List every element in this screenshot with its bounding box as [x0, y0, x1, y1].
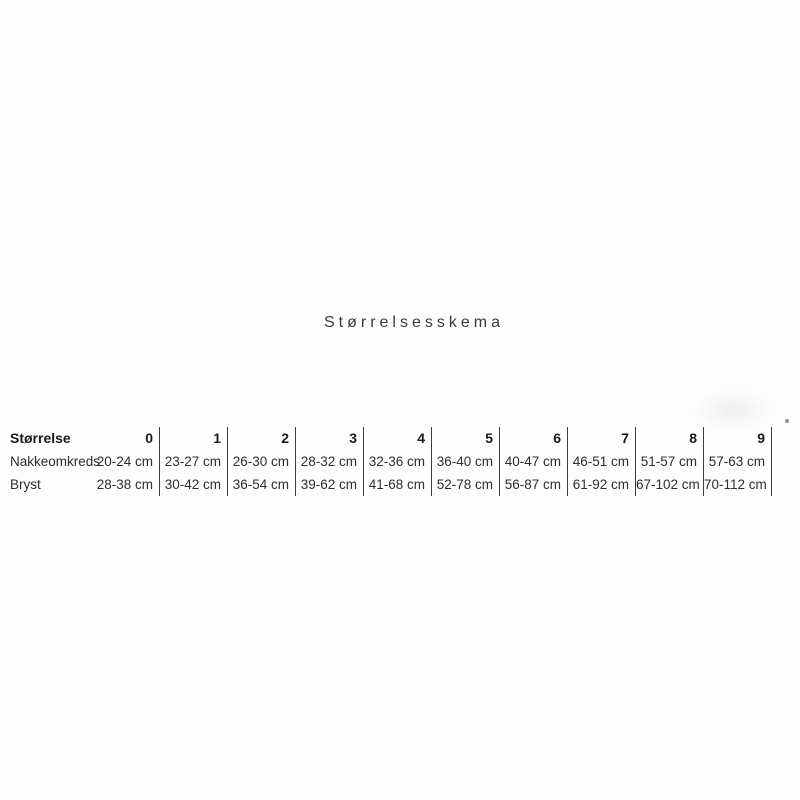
- neck-value: 28-32 cm: [296, 450, 364, 473]
- neck-value: 51-57 cm: [636, 450, 704, 473]
- row-label-chest: Bryst: [10, 477, 41, 492]
- size-value: 6: [500, 427, 568, 450]
- neck-value: 36-40 cm: [432, 450, 500, 473]
- dot-artifact: [785, 419, 789, 423]
- neck-value: 46-51 cm: [568, 450, 636, 473]
- neck-value: 32-36 cm: [364, 450, 432, 473]
- chest-value: 61-92 cm: [568, 473, 636, 496]
- size-value: 7: [568, 427, 636, 450]
- row-label-neck: Nakkeomkreds: [10, 454, 101, 469]
- size-value: 4: [364, 427, 432, 450]
- page-title: Størrelsesskema: [323, 314, 505, 331]
- neck-value: 23-27 cm: [160, 450, 228, 473]
- size-chart-table: [0, 427, 772, 496]
- chest-value: 30-42 cm: [160, 473, 228, 496]
- neck-value: 26-30 cm: [228, 450, 296, 473]
- chest-value: 36-54 cm: [228, 473, 296, 496]
- blur-artifact: [693, 390, 773, 430]
- neck-value: 20-24 cm: [92, 450, 160, 473]
- chest-value: 67-102 cm: [636, 473, 704, 496]
- chest-value: 39-62 cm: [296, 473, 364, 496]
- neck-value: 57-63 cm: [704, 450, 772, 473]
- size-value: 8: [636, 427, 704, 450]
- row-label-size: Størrelse: [10, 430, 71, 446]
- size-value: 5: [432, 427, 500, 450]
- chest-value: 52-78 cm: [432, 473, 500, 496]
- size-value: 3: [296, 427, 364, 450]
- size-value: 9: [704, 427, 772, 450]
- size-value: 0: [92, 427, 160, 450]
- size-value: 2: [228, 427, 296, 450]
- chest-value: 70-112 cm: [704, 473, 772, 496]
- size-value: 1: [160, 427, 228, 450]
- chest-value: 41-68 cm: [364, 473, 432, 496]
- neck-value: 40-47 cm: [500, 450, 568, 473]
- chest-value: 28-38 cm: [92, 473, 160, 496]
- chest-value: 56-87 cm: [500, 473, 568, 496]
